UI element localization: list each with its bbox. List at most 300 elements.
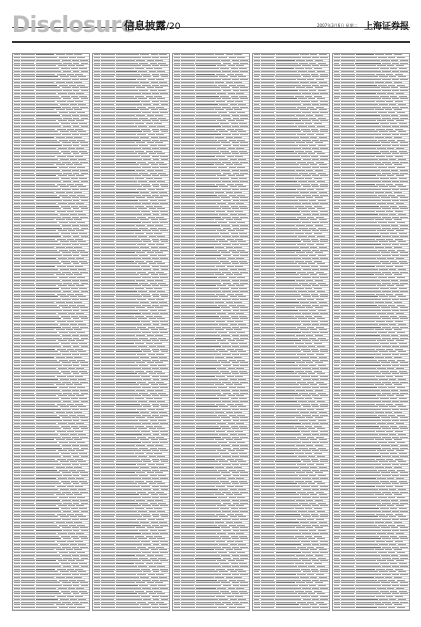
table-cell bbox=[21, 563, 35, 564]
table-cell bbox=[181, 120, 195, 121]
table-cell bbox=[174, 206, 180, 207]
table-cell bbox=[21, 222, 35, 223]
table-cell bbox=[227, 376, 234, 377]
table-cell bbox=[116, 192, 139, 193]
table-cell bbox=[231, 398, 238, 399]
table-cell bbox=[254, 167, 260, 168]
table-cell bbox=[159, 192, 167, 193]
table-cell bbox=[76, 148, 84, 149]
table-cell bbox=[174, 261, 180, 262]
table-cell bbox=[174, 316, 180, 317]
table-cell bbox=[135, 591, 144, 592]
table-cell bbox=[116, 156, 140, 157]
table-cell bbox=[94, 164, 100, 165]
table-cell bbox=[14, 580, 20, 581]
table-cell bbox=[14, 263, 20, 264]
table-cell bbox=[21, 533, 35, 534]
table-cell bbox=[160, 596, 168, 597]
table-cell bbox=[116, 412, 139, 413]
table-cell bbox=[101, 181, 115, 182]
table-cell bbox=[150, 530, 157, 531]
table-cell bbox=[116, 302, 139, 303]
table-cell bbox=[116, 483, 137, 484]
table-cell bbox=[94, 272, 100, 273]
table-cell bbox=[240, 162, 248, 163]
table-cell bbox=[21, 357, 35, 358]
table-cell bbox=[14, 129, 20, 130]
table-cell bbox=[276, 244, 296, 245]
table-cell bbox=[14, 368, 20, 369]
table-cell bbox=[221, 445, 230, 446]
table-cell bbox=[276, 195, 301, 196]
table-cell bbox=[62, 417, 71, 418]
table-cell bbox=[148, 162, 155, 163]
table-cell bbox=[101, 137, 115, 138]
table-cell bbox=[181, 118, 195, 119]
table-cell bbox=[14, 285, 20, 286]
table-cell bbox=[217, 313, 226, 314]
table-cell bbox=[196, 560, 216, 561]
table-cell bbox=[254, 170, 260, 171]
table-cell bbox=[116, 500, 135, 501]
table-cell bbox=[276, 93, 301, 94]
table-cell bbox=[71, 288, 78, 289]
table-cell bbox=[150, 90, 157, 91]
table-cell bbox=[59, 552, 68, 553]
table-cell bbox=[156, 354, 164, 355]
table-cell bbox=[314, 178, 322, 179]
table-cell bbox=[157, 511, 165, 512]
table-cell bbox=[196, 206, 219, 207]
table-cell bbox=[320, 203, 328, 204]
table-cell bbox=[69, 470, 76, 471]
table-cell bbox=[254, 252, 260, 253]
table-cell bbox=[261, 230, 275, 231]
table-cell bbox=[148, 244, 155, 245]
table-cell bbox=[116, 558, 138, 559]
table-cell bbox=[59, 167, 68, 168]
table-cell bbox=[142, 195, 151, 196]
table-cell bbox=[74, 54, 82, 55]
table-cell bbox=[218, 580, 227, 581]
table-cell bbox=[150, 145, 157, 146]
table-cell bbox=[66, 329, 73, 330]
table-cell bbox=[152, 404, 159, 405]
table-cell bbox=[77, 497, 85, 498]
table-cell bbox=[116, 415, 141, 416]
table-cell bbox=[228, 505, 235, 506]
table-cell bbox=[232, 60, 239, 61]
table-cell bbox=[254, 340, 260, 341]
table-cell bbox=[14, 156, 20, 157]
table-cell bbox=[156, 244, 164, 245]
table-cell bbox=[236, 65, 244, 66]
table-cell bbox=[101, 175, 115, 176]
table-cell bbox=[75, 74, 83, 75]
table-cell bbox=[67, 294, 74, 295]
table-cell bbox=[261, 134, 275, 135]
table-cell bbox=[240, 448, 248, 449]
table-cell bbox=[14, 371, 20, 372]
table-cell bbox=[72, 382, 79, 383]
table-cell bbox=[101, 54, 115, 55]
table-cell bbox=[232, 170, 239, 171]
table-cell bbox=[21, 508, 35, 509]
table-cell bbox=[231, 343, 238, 344]
table-cell bbox=[58, 395, 67, 396]
table-cell bbox=[14, 588, 20, 589]
table-cell bbox=[254, 263, 260, 264]
table-cell bbox=[66, 164, 73, 165]
table-cell bbox=[139, 228, 148, 229]
table-cell bbox=[101, 65, 115, 66]
table-cell bbox=[299, 63, 308, 64]
table-cell bbox=[94, 511, 100, 512]
table-cell bbox=[320, 167, 328, 168]
table-cell bbox=[21, 530, 35, 531]
table-cell bbox=[223, 393, 232, 394]
table-cell bbox=[73, 401, 80, 402]
table-cell bbox=[181, 434, 195, 435]
table-cell bbox=[196, 327, 221, 328]
table-cell bbox=[116, 277, 141, 278]
table-cell bbox=[80, 602, 88, 603]
table-row bbox=[93, 607, 169, 610]
table-cell bbox=[36, 357, 54, 358]
table-cell bbox=[254, 206, 260, 207]
table-cell bbox=[14, 90, 20, 91]
table-cell bbox=[138, 511, 147, 512]
table-cell bbox=[174, 415, 180, 416]
table-cell bbox=[14, 527, 20, 528]
table-cell bbox=[158, 338, 166, 339]
table-cell bbox=[196, 305, 217, 306]
table-cell bbox=[21, 93, 35, 94]
table-cell bbox=[196, 277, 217, 278]
table-cell bbox=[276, 140, 301, 141]
table-cell bbox=[140, 522, 149, 523]
table-cell bbox=[36, 544, 58, 545]
table-cell bbox=[232, 417, 239, 418]
table-cell bbox=[116, 120, 141, 121]
table-cell bbox=[215, 247, 224, 248]
table-cell bbox=[240, 354, 248, 355]
table-cell bbox=[276, 164, 299, 165]
table-cell bbox=[152, 211, 159, 212]
table-cell bbox=[296, 197, 305, 198]
table-cell bbox=[160, 211, 168, 212]
table-cell bbox=[196, 291, 221, 292]
table-cell bbox=[76, 175, 84, 176]
table-cell bbox=[320, 266, 328, 267]
table-cell bbox=[101, 552, 115, 553]
table-cell bbox=[21, 588, 35, 589]
table-cell bbox=[21, 516, 35, 517]
table-cell bbox=[174, 329, 180, 330]
table-cell bbox=[36, 129, 55, 130]
table-cell bbox=[101, 186, 115, 187]
table-cell bbox=[21, 497, 35, 498]
table-cell bbox=[68, 175, 75, 176]
table-cell bbox=[140, 54, 149, 55]
table-cell bbox=[147, 252, 154, 253]
table-cell bbox=[196, 574, 221, 575]
table-cell bbox=[217, 65, 226, 66]
table-cell bbox=[14, 459, 20, 460]
table-cell bbox=[239, 481, 247, 482]
table-cell bbox=[79, 68, 87, 69]
table-cell bbox=[152, 85, 159, 86]
table-cell bbox=[157, 346, 165, 347]
table-cell bbox=[21, 107, 35, 108]
table-cell bbox=[196, 269, 218, 270]
table-cell bbox=[276, 170, 295, 171]
table-cell bbox=[160, 541, 168, 542]
table-cell bbox=[60, 186, 69, 187]
table-cell bbox=[196, 68, 219, 69]
table-cell bbox=[36, 384, 54, 385]
table-cell bbox=[72, 472, 79, 473]
table-cell bbox=[238, 571, 246, 572]
table-cell bbox=[261, 280, 275, 281]
table-cell bbox=[239, 453, 247, 454]
table-cell bbox=[101, 134, 115, 135]
table-cell bbox=[181, 472, 195, 473]
table-cell bbox=[318, 145, 326, 146]
table-cell bbox=[80, 527, 88, 528]
table-cell bbox=[101, 406, 115, 407]
table-cell bbox=[36, 159, 58, 160]
table-cell bbox=[181, 167, 195, 168]
table-cell bbox=[36, 588, 56, 589]
table-cell bbox=[142, 140, 151, 141]
table-cell bbox=[156, 547, 164, 548]
table-cell bbox=[72, 60, 79, 61]
table-cell bbox=[116, 151, 134, 152]
table-cell bbox=[21, 442, 35, 443]
table-cell bbox=[14, 423, 20, 424]
table-cell bbox=[160, 266, 168, 267]
table-cell bbox=[174, 560, 180, 561]
table-cell bbox=[254, 87, 260, 88]
table-cell bbox=[94, 101, 100, 102]
table-cell bbox=[320, 340, 328, 341]
table-cell bbox=[232, 492, 239, 493]
table-cell bbox=[72, 574, 79, 575]
table-cell bbox=[174, 585, 180, 586]
table-cell bbox=[141, 404, 150, 405]
table-cell bbox=[254, 294, 260, 295]
table-cell bbox=[240, 593, 248, 594]
table-cell bbox=[261, 156, 275, 157]
table-cell bbox=[320, 104, 328, 105]
table-cell bbox=[174, 65, 180, 66]
table-cell bbox=[160, 93, 168, 94]
table-cell bbox=[94, 393, 100, 394]
table-cell bbox=[220, 68, 229, 69]
table-cell bbox=[14, 252, 20, 253]
table-cell bbox=[196, 329, 214, 330]
table-cell bbox=[276, 288, 294, 289]
table-cell bbox=[63, 90, 72, 91]
table-cell bbox=[101, 497, 115, 498]
table-cell bbox=[61, 508, 70, 509]
table-cell bbox=[174, 131, 180, 132]
table-cell bbox=[261, 76, 275, 77]
table-cell bbox=[217, 175, 226, 176]
table-cell bbox=[140, 604, 149, 605]
table-cell bbox=[218, 57, 227, 58]
table-cell bbox=[254, 299, 260, 300]
table-cell bbox=[75, 514, 83, 515]
table-cell bbox=[296, 225, 305, 226]
table-cell bbox=[69, 222, 76, 223]
table-cell bbox=[94, 349, 100, 350]
table-cell bbox=[36, 360, 57, 361]
table-cell bbox=[240, 291, 248, 292]
table-cell bbox=[196, 459, 215, 460]
table-cell bbox=[300, 54, 309, 55]
table-cell bbox=[142, 442, 151, 443]
table-cell bbox=[94, 580, 100, 581]
table-cell bbox=[240, 483, 248, 484]
table-cell bbox=[196, 580, 217, 581]
table-cell bbox=[299, 228, 308, 229]
table-cell bbox=[152, 167, 159, 168]
table-cell bbox=[174, 189, 180, 190]
table-cell bbox=[222, 134, 231, 135]
table-cell bbox=[220, 288, 229, 289]
table-cell bbox=[240, 225, 248, 226]
table-cell bbox=[76, 65, 84, 66]
table-cell bbox=[320, 74, 328, 75]
table-cell bbox=[314, 343, 322, 344]
table-cell bbox=[14, 57, 20, 58]
table-cell bbox=[70, 131, 77, 132]
table-cell bbox=[174, 302, 180, 303]
table-cell bbox=[226, 219, 233, 220]
table-cell bbox=[155, 555, 163, 556]
table-cell bbox=[181, 252, 195, 253]
table-cell bbox=[62, 79, 71, 80]
table-cell bbox=[174, 566, 180, 567]
table-cell bbox=[232, 197, 239, 198]
table-cell bbox=[195, 283, 221, 284]
table-cell bbox=[155, 115, 163, 116]
table-cell bbox=[72, 115, 79, 116]
table-cell bbox=[75, 349, 83, 350]
table-cell bbox=[159, 109, 167, 110]
table-cell bbox=[116, 269, 142, 270]
table-cell bbox=[116, 57, 141, 58]
table-cell bbox=[238, 269, 246, 270]
table-cell bbox=[14, 365, 20, 366]
table-cell bbox=[77, 552, 85, 553]
table-cell bbox=[73, 153, 80, 154]
table-cell bbox=[143, 241, 152, 242]
table-cell bbox=[36, 65, 56, 66]
table-cell bbox=[233, 200, 240, 201]
table-cell bbox=[116, 527, 135, 528]
table-cell bbox=[174, 71, 180, 72]
table-cell bbox=[147, 335, 154, 336]
table-cell bbox=[155, 390, 163, 391]
table-cell bbox=[151, 247, 158, 248]
table-cell bbox=[254, 302, 260, 303]
table-cell bbox=[261, 299, 275, 300]
table-cell bbox=[61, 96, 70, 97]
table-cell bbox=[317, 236, 325, 237]
table-cell bbox=[174, 60, 180, 61]
table-cell bbox=[261, 340, 275, 341]
table-cell bbox=[68, 65, 75, 66]
table-cell bbox=[254, 195, 260, 196]
table-cell bbox=[236, 395, 244, 396]
table-cell bbox=[58, 285, 67, 286]
table-cell bbox=[196, 74, 215, 75]
table-cell bbox=[80, 252, 88, 253]
table-cell bbox=[237, 415, 245, 416]
table-cell bbox=[158, 145, 166, 146]
table-cell bbox=[21, 269, 35, 270]
table-cell bbox=[14, 574, 20, 575]
table-cell bbox=[101, 316, 115, 317]
table-cell bbox=[320, 211, 328, 212]
table-cell bbox=[159, 604, 167, 605]
table-cell bbox=[254, 285, 260, 286]
table-cell bbox=[174, 404, 180, 405]
table-cell bbox=[149, 236, 156, 237]
table-cell bbox=[94, 582, 100, 583]
table-cell bbox=[160, 450, 168, 451]
table-cell bbox=[309, 228, 316, 229]
table-cell bbox=[181, 371, 195, 372]
table-cell bbox=[181, 250, 195, 251]
table-cell bbox=[160, 533, 168, 534]
table-cell bbox=[151, 522, 158, 523]
table-cell bbox=[21, 126, 35, 127]
table-cell bbox=[70, 599, 77, 600]
table-cell bbox=[217, 450, 226, 451]
table-cell bbox=[135, 206, 144, 207]
table-cell bbox=[94, 244, 100, 245]
table-cell bbox=[63, 511, 72, 512]
table-cell bbox=[36, 261, 59, 262]
table-cell bbox=[101, 112, 115, 113]
table-cell bbox=[73, 181, 80, 182]
table-cell bbox=[75, 404, 83, 405]
table-cell bbox=[254, 123, 260, 124]
table-cell bbox=[76, 423, 84, 424]
table-cell bbox=[21, 181, 35, 182]
table-cell bbox=[254, 338, 260, 339]
table-cell bbox=[116, 178, 134, 179]
table-cell bbox=[14, 343, 20, 344]
table-cell bbox=[138, 401, 147, 402]
table-cell bbox=[116, 338, 138, 339]
table-cell bbox=[174, 186, 180, 187]
table-cell bbox=[174, 398, 180, 399]
table-cell bbox=[21, 294, 35, 295]
table-cell bbox=[228, 478, 235, 479]
table-cell bbox=[141, 596, 150, 597]
table-cell bbox=[36, 541, 55, 542]
table-cell bbox=[300, 302, 309, 303]
table-cell bbox=[36, 93, 56, 94]
table-cell bbox=[143, 599, 152, 600]
table-cell bbox=[101, 508, 115, 509]
table-cell bbox=[150, 420, 157, 421]
